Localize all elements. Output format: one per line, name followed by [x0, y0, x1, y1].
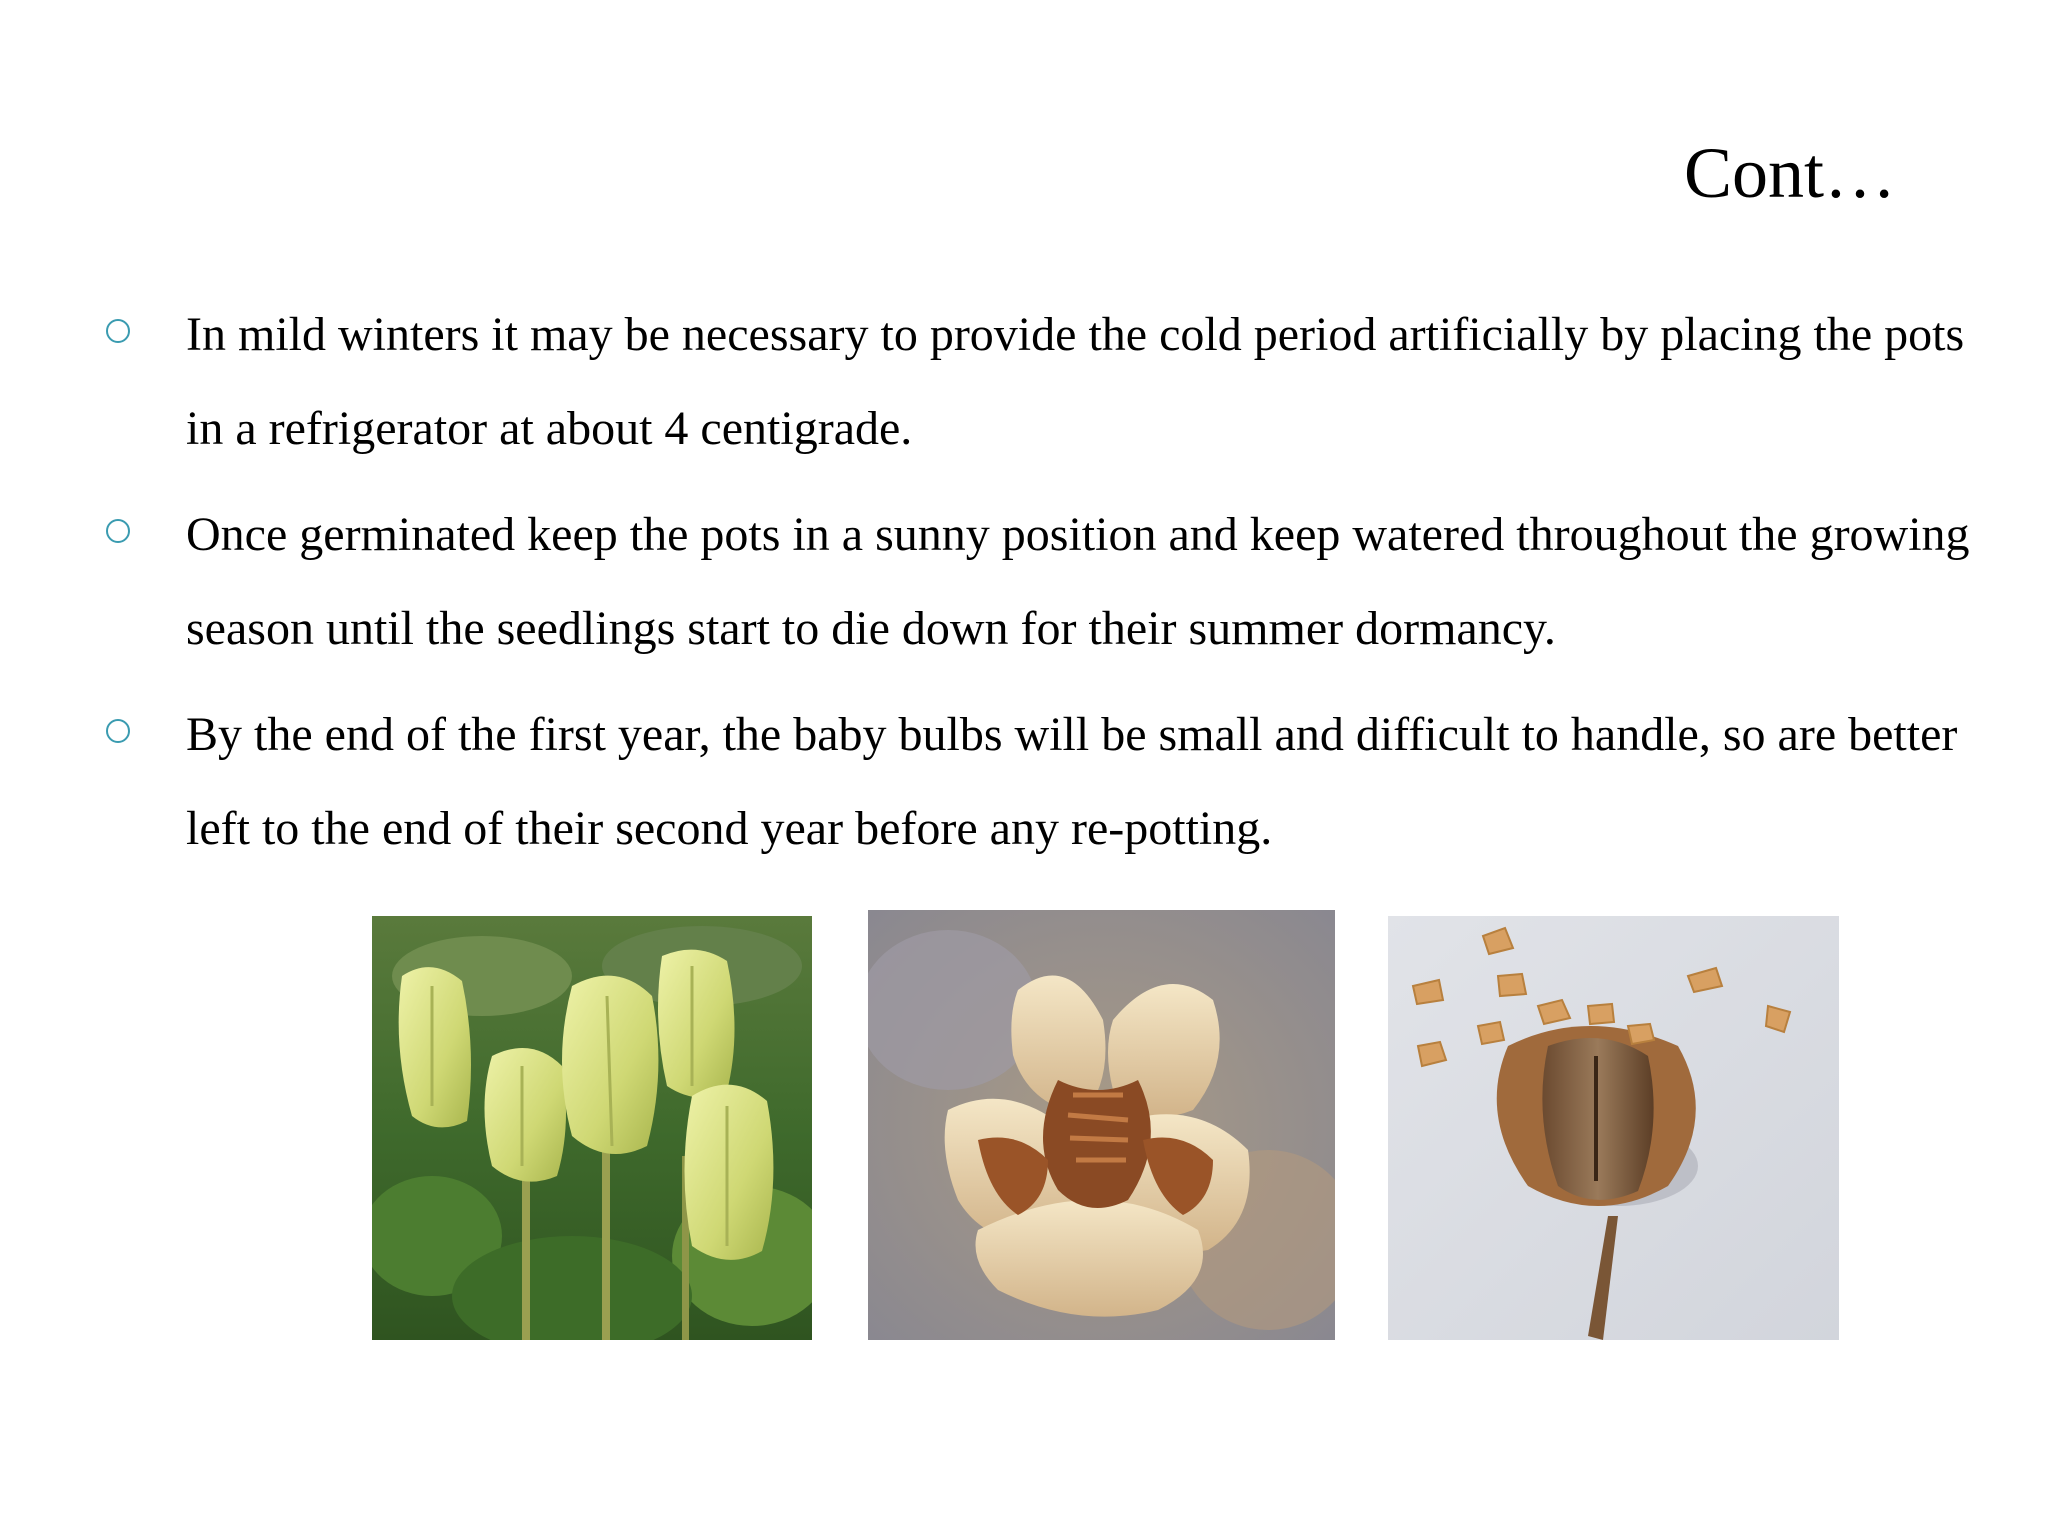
bullet-text: By the end of the first year, the baby bulbs will be small and difficult to handle, so are better left to the end of their second year before any re-potting. — [186, 708, 1958, 855]
slide-title: Cont… — [1683, 133, 1896, 213]
bullet-item — [0, 488, 2048, 676]
bullet-circle-icon — [106, 719, 130, 743]
bullet-circle-icon — [106, 319, 130, 343]
bullet-circle-icon — [106, 519, 130, 543]
bullet-item — [0, 288, 2048, 476]
bullet-text: Once germinated keep the pots in a sunny position and keep watered throughout the growing season until the seedlings start to die down for their summer dormancy. — [186, 508, 1970, 655]
bullet-text: In mild winters it may be necessary to provide the cold period artificially by placing the pots in a refrigerator at about 4 centigrade. — [186, 308, 1965, 455]
bullet-item — [0, 688, 2048, 876]
green-seed-pods-photo — [372, 916, 812, 1340]
seeds-and-dried-pod-photo — [1388, 916, 1839, 1340]
split-seed-capsule-photo — [868, 910, 1335, 1340]
bullet-list — [0, 288, 2048, 888]
